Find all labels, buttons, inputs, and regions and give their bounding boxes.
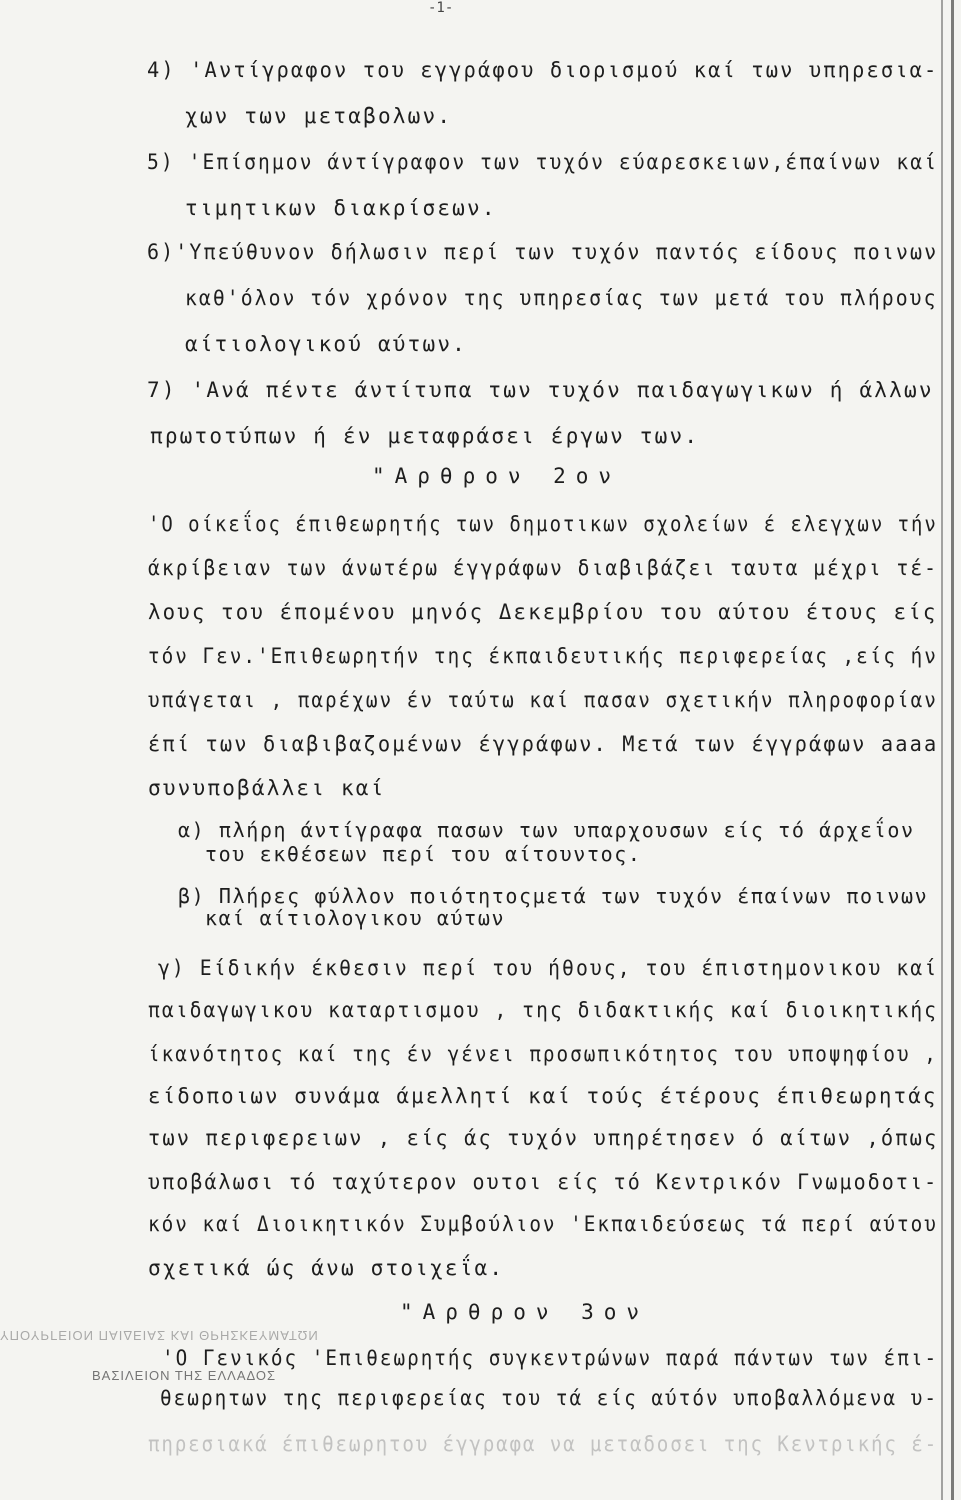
- item-6-line-3: αίτιολογικού αύτων.: [185, 332, 468, 356]
- item-6-line-1: 6)'Υπεύθυνον δήλωσιν περί των τυχόν παντός είδους ποινων: [147, 240, 939, 264]
- article-2-line-2: άκρίβειαν των άνωτέρω έγγράφων διαβιβάζει ταυτα μέχρι τέ-: [148, 556, 939, 580]
- item-4-line-1: 4) 'Αντίγραφον του εγγράφου διορισμού καί των υπηρεσια-: [147, 58, 939, 82]
- article-2-line-4: τόν Γεν.'Επιθεωρητήν της έκπαιδευτικής περιφερείας ,είς ήν: [148, 644, 938, 668]
- sub-item-c-line-8: σχετικά ώς άνω στοιχεΐα.: [148, 1256, 505, 1280]
- article-3-line-1: 'Ο Γενικός 'Επιθεωρητής συγκεντρώνων παρά πάντων των έπι-: [162, 1346, 939, 1370]
- item-7-line-1: 7) 'Ανά πέντε άντίτυπα των τυχόν παιδαγωγικων ή άλλων: [147, 378, 934, 402]
- item-5-line-1: 5) 'Επίσημον άντίγραφον των τυχόν εύαρεσκειων,έπαίνων καί: [147, 150, 939, 174]
- article-3-heading: "Αρθρον 3ον: [400, 1300, 650, 1324]
- sub-item-c-line-1: γ) Είδικήν έκθεσιν περί του ήθους, του έπιστημονικου καί: [158, 956, 939, 980]
- article-2-line-7: συνυποβάλλει καί: [148, 776, 386, 800]
- sub-item-c-line-7: κόν καί Διοικητικόν Συμβούλιον 'Εκπαιδεύσεως τά περί αύτου: [148, 1212, 938, 1236]
- sub-item-a-line-2: του εκθέσεων περί του αίτουντος.: [205, 842, 642, 866]
- page-edge-binding: [941, 0, 954, 1500]
- sub-item-c-line-3: ίκανότητος καί της έν γένει προσωπικότητος του υποψηφίου ,: [148, 1042, 938, 1066]
- ministry-stamp-mirrored: ΥΠΟΥΡΓΕΙΟΝ ΠΑΙΔΕΙΑΣ ΚΑΙ ΘΡΗΣΚΕΥΜΑΤΩΝ: [0, 1328, 319, 1343]
- sub-item-a-line-1: α) πλήρη άντίγραφα πασων των υπαρχουσων είς τό άρχεΐον: [178, 818, 915, 842]
- article-3-line-2: θεωρητων της περιφερείας του τά είς αύτόν υποβαλλόμενα υ-: [160, 1386, 939, 1410]
- sub-item-b-line-1: β) Πλήρες φύλλον ποιότητοςμετά των τυχόν έπαίνων ποινων: [178, 884, 929, 908]
- article-3-line-3-faint: πηρεσιακά έπιθεωρητου έγγραφα να μεταδοσει της Κεντρικής έ-: [148, 1432, 938, 1456]
- item-7-line-2: πρωτοτύπων ή έν μεταφράσει έργων των.: [150, 424, 700, 448]
- article-2-heading: "Αρθρον 2ον: [372, 464, 622, 488]
- item-6-line-2: καθ'όλον τόν χρόνον της υπηρεσίας των μετά του πλήρους: [185, 286, 938, 310]
- article-2-line-6: έπί των διαβιβαζομένων έγγράφων. Μετά των έγγράφων aaaa: [148, 732, 939, 756]
- kingdom-stamp: ΒΑΣΙΛΕΙΟΝ ΤΗΣ ΕΛΛΑΔΟΣ: [92, 1368, 277, 1383]
- sub-item-c-line-2: παιδαγωγικου καταρτισμου , της διδακτικής καί διοικητικής: [148, 998, 939, 1022]
- article-2-line-1: 'Ο οίκεΐος έπιθεωρητής των δημοτικων σχολείων έ ελεγχων τήν: [148, 512, 938, 536]
- sub-item-b-line-2: καί αίτιολογικου αύτων: [205, 906, 506, 930]
- sub-item-c-line-6: υποβάλωσι τό ταχύτερον ουτοι είς τό Κεντρικόν Γνωμοδοτι-: [148, 1170, 939, 1194]
- article-2-line-5: υπάγεται , παρέχων έν ταύτω καί πασαν σχετικήν πληροφορίαν: [148, 688, 938, 712]
- page-top-mark: -1-: [428, 0, 454, 16]
- article-2-line-3: λους του έπομένου μηνός Δεκεμβρίου του αύτου έτους είς: [148, 600, 938, 624]
- sub-item-c-line-5: των περιφερειων , είς άς τυχόν υπηρέτησεν ό αίτων ,όπως: [148, 1126, 939, 1150]
- item-4-line-2: χων των μεταβολων.: [185, 104, 453, 128]
- item-5-line-2: τιμητικων διακρίσεων.: [185, 196, 497, 220]
- sub-item-c-line-4: είδοποιων συνάμα άμελλητί καί τούς έτέρους έπιθεωρητάς: [148, 1084, 938, 1108]
